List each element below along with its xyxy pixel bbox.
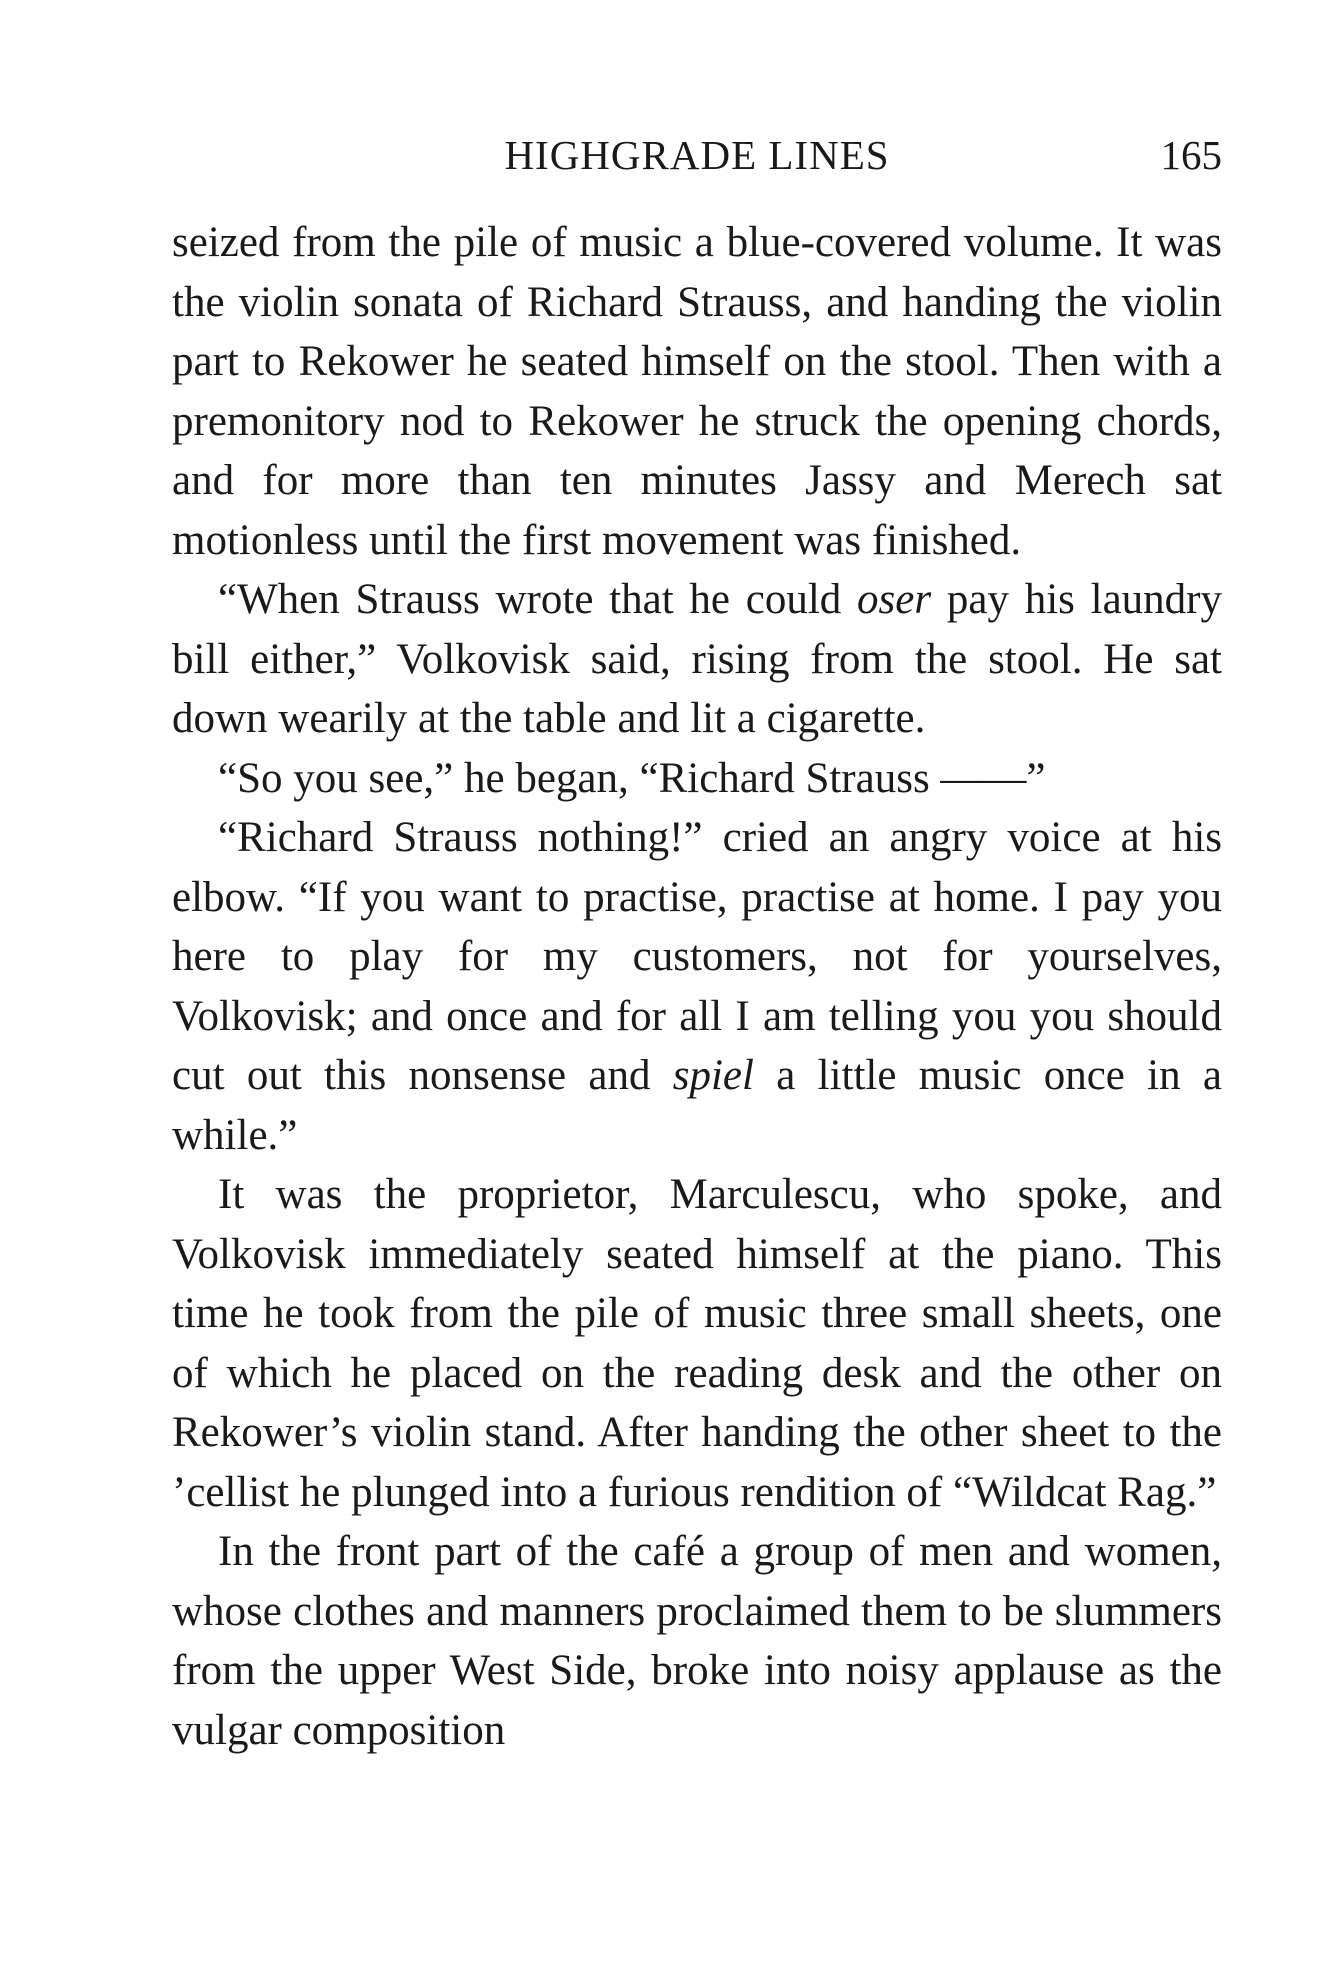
italic-word: oser bbox=[857, 576, 932, 623]
body-text bbox=[172, 213, 1222, 1760]
paragraph-text: a little music once in a while.” bbox=[172, 1052, 1222, 1159]
paragraph-text: “Richard Strauss nothing!” cried an angry voice at his elbow. “If you want to practise, practise at home. I pay you here to play for my customers, not for yourselves, Volkovisk; and once and for all I am telling you you should cut out this nonsense and bbox=[172, 814, 1222, 1099]
paragraph-continuation: seized from the pile of music a blue-covered volume. It was the violin sonata of Richard Strauss, and handing the violin part to Rekower he seated himself on the stool. Then with a premonitory nod to Rekower he struck the opening chords, and for more than ten minutes Jassy and Merech sat motionless until the first movement was finished. bbox=[172, 219, 1222, 564]
running-head bbox=[172, 130, 1222, 180]
page-number: 165 bbox=[1160, 132, 1222, 178]
paragraph-front-of-cafe: In the front part of the café a group of men and women, whose clothes and manners proclaimed them to be slummers from the upper West Side, broke into noisy applause as the vulgar composition bbox=[172, 1528, 1222, 1754]
italic-word: spiel bbox=[672, 1052, 754, 1099]
paragraph-proprietor: It was the proprietor, Marculescu, who spoke, and Volkovisk immediately seated himself at the piano. This time he took from the pile of music three small sheets, one of which he placed on the reading desk and the other on Rekower’s violin stand. After handing the other sheet to the ’cellist he plunged into a furious rendition of “Wildcat Rag.” bbox=[172, 1171, 1222, 1516]
paragraph-text: “When Strauss wrote that he could bbox=[218, 576, 858, 623]
paragraph-text: pay his laundry bill either,” Volkovisk said, rising from the stool. He sat down wearily at the table and lit a cigarette. bbox=[172, 576, 1222, 742]
paragraph-angry-voice bbox=[172, 808, 1222, 1165]
paragraph-strauss-remark bbox=[172, 570, 1222, 749]
paragraph-so-you-see: “So you see,” he began, “Richard Strauss ——” bbox=[218, 754, 1046, 802]
running-title: HIGHGRADE LINES bbox=[504, 132, 890, 178]
